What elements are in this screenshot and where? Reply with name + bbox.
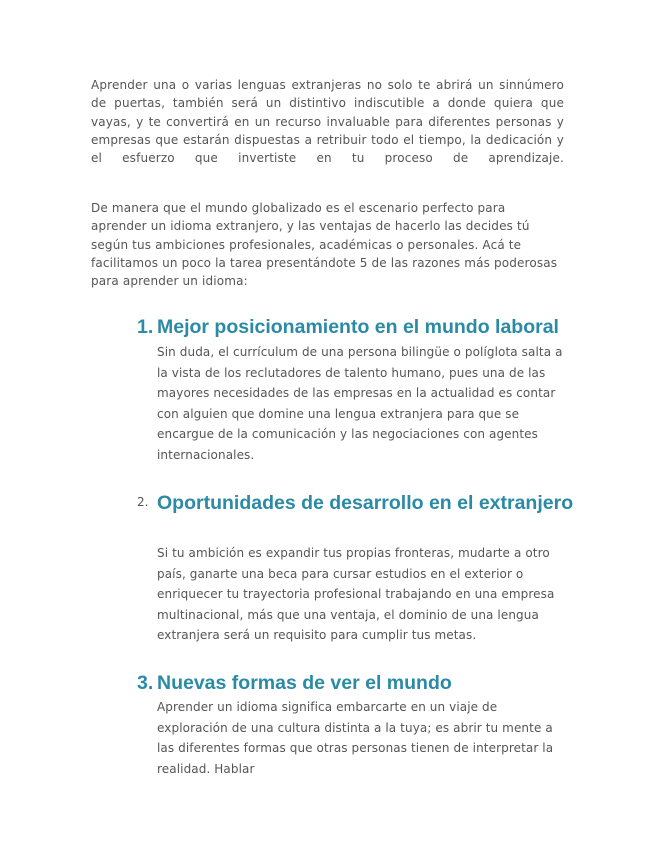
section-number-3: 3. <box>137 672 154 694</box>
intro-paragraph-2: De manera que el mundo globalizado es el escenario perfecto para aprender un idioma extranjero, y las ventajas de hacerlo las decides tú según tus ambiciones profesionales, académicas o personales. Acá te facilitamos un poco la tarea presentándote 5 de las razones más poderosas para aprender un idioma: <box>91 201 558 289</box>
section-body-3: Aprender un idioma significa embarcarte en un viaje de exploración de una cultura distinta a la tuya; es abrir tu mente a las diferentes formas que otras personas tienen de interpretar la realidad. Hablar <box>157 700 554 776</box>
section-number-1: 1. <box>137 316 154 338</box>
section-heading-1 <box>137 315 559 339</box>
section-number-2: 2. <box>137 495 149 509</box>
section-body-1: Sin duda, el currículum de una persona bilingüe o políglota salta a la vista de los reclutadores de talento humano, pues una de las mayores necesidades de las empresas en la actualidad es contar con alguien que domine una lengua extranjera para que se encargue de la comunicación y las negociaciones con agentes internacionales. <box>157 345 563 462</box>
section-title-3: Nuevas formas de ver el mundo <box>157 672 452 694</box>
section-heading-2 <box>137 490 573 515</box>
section-heading-3 <box>137 671 452 695</box>
section-body-2: Si tu ambición es expandir tus propias fronteras, mudarte a otro país, ganarte una beca para cursar estudios en el exterior o enriquecer tu trayectoria profesional trabajando en una empresa multinacional, más que una ventaja, el dominio de una lengua extranjera será un requisito para cumplir tus metas. <box>157 546 555 642</box>
intro-paragraph-1: Aprender una o varias lenguas extranjeras no solo te abrirá un sinnúmero de puertas, también será un distintivo indiscutible a donde quiera que vayas, y te convertirá en un recurso invaluable para diferentes personas y empresas que estarán dispuestas a retribuir todo el tiempo, la dedicación y el esfuerzo que invertiste en tu proceso de aprendizaje. <box>91 78 564 166</box>
section-title-2: Oportunidades de desarrollo en el extranjero <box>157 492 574 514</box>
section-title-1: Mejor posicionamiento en el mundo laboral <box>157 316 559 338</box>
